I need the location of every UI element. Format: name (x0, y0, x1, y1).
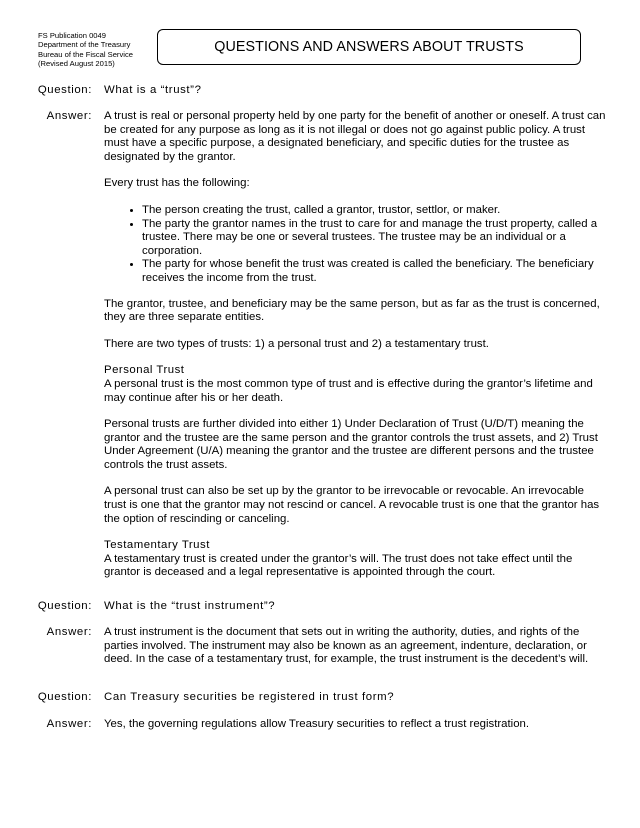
publication-number: FS Publication 0049 (38, 31, 106, 40)
answer-1-paragraph: Every trust has the following: (104, 177, 250, 190)
answer-3-paragraph: Yes, the governing regulations allow Treasury securities to reflect a trust registration. (104, 718, 530, 730)
testamentary-trust-paragraph: A testamentary trust is created under the grantor’s will. The trust does not take effect until the grantor is deceased and a legal representative is appointed through the court. (104, 552, 573, 579)
personal-trust-heading: Personal Trust (104, 364, 185, 377)
question-3-text: Can Treasury securities be registered in trust form? (104, 691, 395, 703)
question-label: Question: (37, 691, 92, 703)
list-item: • The party the grantor names in the trust to care for and manage the trust property, called a trustee. There may be one or several trustees. The trustee may be an individual or a corporation. (142, 218, 609, 259)
department-name: Department of the Treasury (38, 40, 131, 50)
list-item: • The party for whose benefit the trust was created is called the beneficiary. The beneficiary receives the income from the trust. (142, 258, 609, 285)
personal-trust-paragraph: Personal trusts are further divided into either 1) Under Declaration of Trust (U/D/T) meaning the grantor and the trustee are the same person and the grantor controls the trust assets, and 2) Trust Under Agreement (U/A) meaning the grantor and the trustee are different persons and the trustee controls the trust assets. (104, 418, 598, 471)
question-2-text: What is the “trust instrument”? (104, 600, 276, 612)
answer-1-paragraph: There are two types of trusts: 1) a personal trust and 2) a testamentary trust. (104, 337, 489, 350)
publication-info (38, 31, 133, 68)
trust-parties-list (104, 204, 609, 286)
revision-date: (Revised August 2015) (38, 58, 115, 68)
personal-trust-paragraph: A personal trust is the most common type of trust and is effective during the grantor’s lifetime and may continue after his or her death. (104, 377, 593, 404)
list-item: • The person creating the trust, called a grantor, trustor, settlor, or maker. (142, 204, 609, 218)
answer-1 (104, 110, 609, 593)
question-label: Question: (37, 84, 92, 96)
answer-1-paragraph: A trust is real or personal property held by one party for the benefit of another or oneself. A trust can be created for any purpose as long as it is not illegal or does not go against public policy. A trust must have a specific purpose, a designated beneficiary, and specific duties for the trustee as designated by the grantor. (104, 110, 606, 163)
answer-label: Answer: (46, 718, 92, 730)
answer-label: Answer: (46, 626, 92, 638)
testamentary-trust-heading: Testamentary Trust (104, 539, 210, 552)
bureau-name: Bureau of the Fiscal Service (38, 49, 133, 59)
testamentary-trust-section (104, 539, 609, 580)
question-1-text: What is a “trust”? (104, 84, 202, 96)
answer-label: Answer: (46, 110, 92, 122)
answer-1-paragraph: The grantor, trustee, and beneficiary may be the same person, but as far as the trust is concerned, they are three separate entities. (104, 297, 600, 324)
answer-2-paragraph: A trust instrument is the document that sets out in writing the authority, duties, and rights of the parties involved. The instrument may also be known as an agreement, indenture, declaration, or deed. In the case of a testamentary trust, for example, the trust instrument is the decedent’s will. (104, 626, 589, 666)
personal-trust-paragraph: A personal trust can also be set up by the grantor to be irrevocable or revocable. An irrevocable trust is one that the grantor may not rescind or cancel. A revocable trust is one that the grantor has the option of rescinding or canceling. (104, 485, 600, 525)
page-title: QUESTIONS AND ANSWERS ABOUT TRUSTS (157, 29, 581, 65)
answer-2 (104, 626, 609, 680)
question-label: Question: (37, 600, 92, 612)
answer-3 (104, 718, 609, 745)
personal-trust-section (104, 364, 609, 405)
